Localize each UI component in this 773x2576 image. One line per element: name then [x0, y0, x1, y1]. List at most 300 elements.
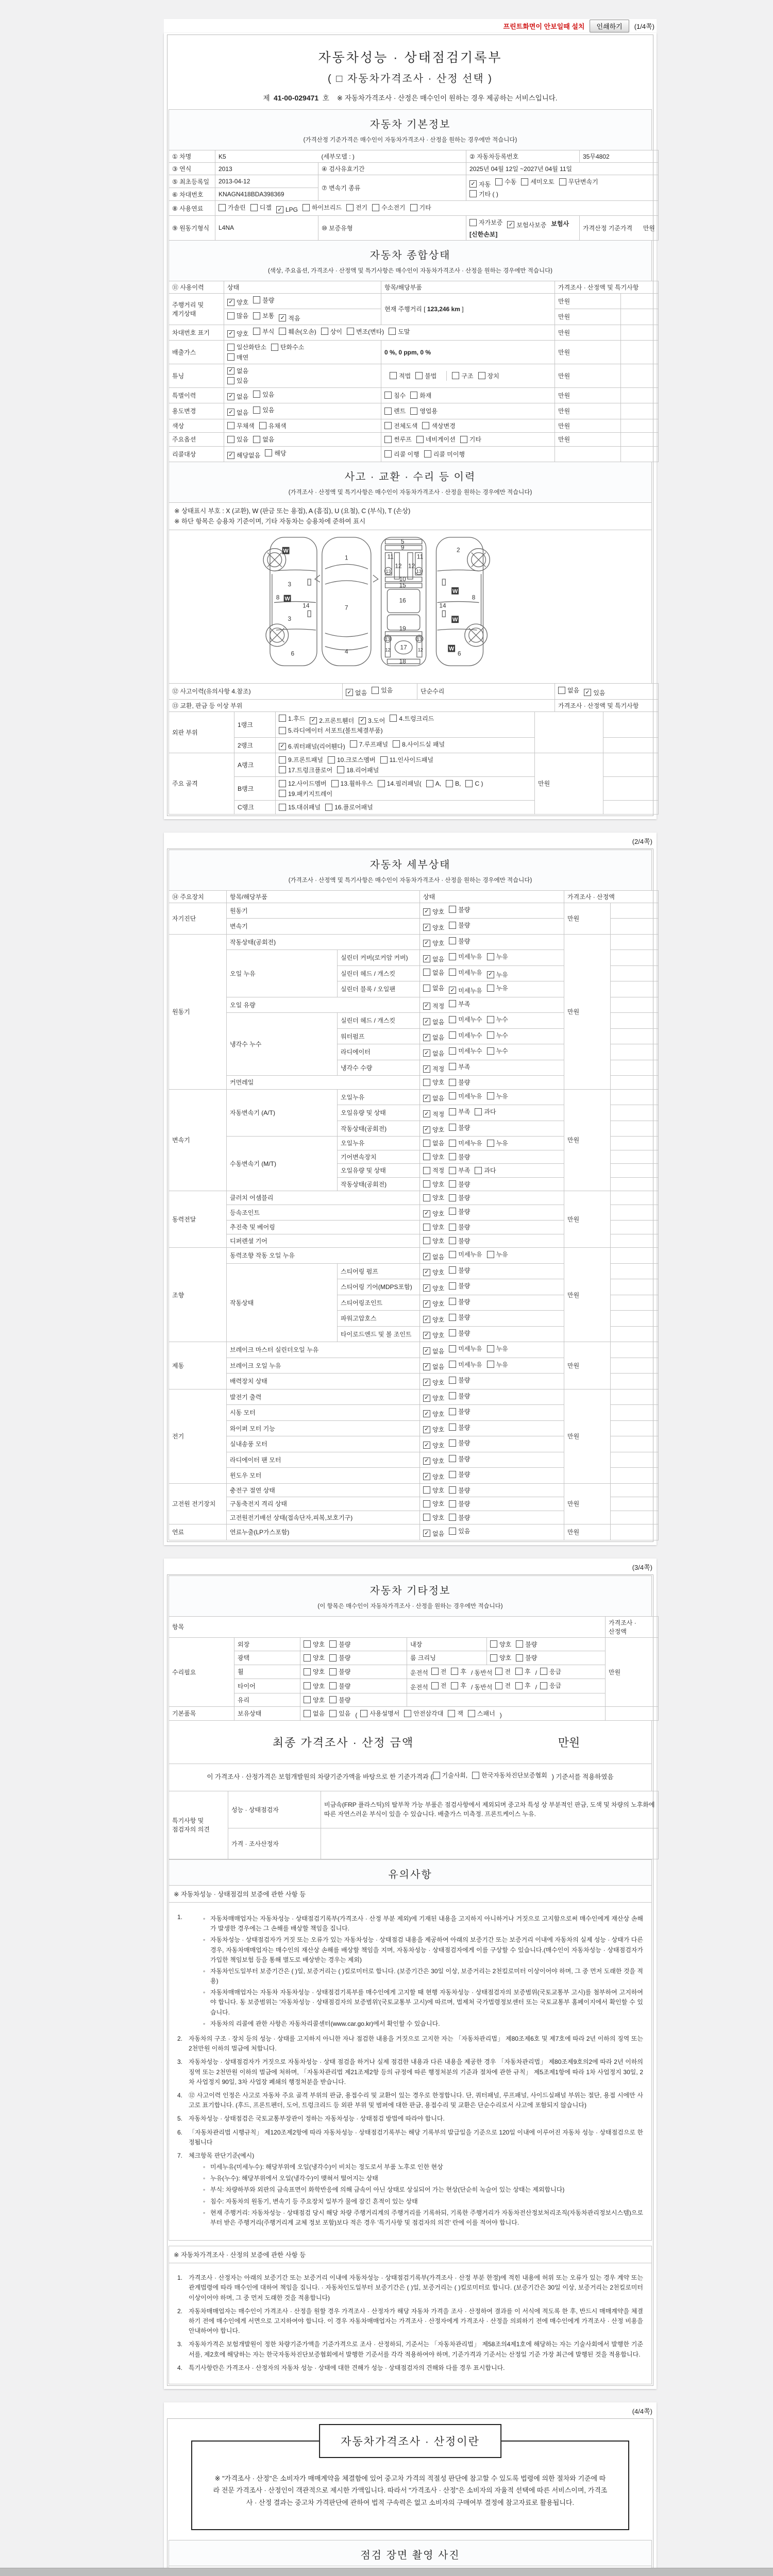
checkbox-option: 없음: [304, 1709, 325, 1718]
comprehensive-state-table: [169, 281, 659, 463]
checkbox-option: 기타: [410, 203, 431, 212]
table-row: 특기사항 및 점검자의 의견 성능 · 상태점검자 비금속(FRP 플라스틱)의 탈부착 가능 부품은 점검사항에서 제외되며 중고차 특성 상 부분적인 판금, 도색 및 차량의 노후화에 따른 자연스러운 부식이 있을 수 있습니다. 배출가스 미측정. 프론트케이스 누유.: [169, 1791, 659, 1828]
checkbox-option: 누수: [487, 1015, 508, 1024]
checkbox-option: ✓ 적음: [279, 314, 300, 323]
table-row: 휠 양호 불량 운전석 전 후 / 동반석 전 후 / 응급: [169, 1665, 659, 1679]
checkbox-option: ✓ 양호: [423, 1299, 444, 1308]
checkbox-option: ✓ 양호: [423, 1125, 444, 1134]
table-row: 오일유량 및 상태 ✓ 적정 부족 과다: [169, 1105, 659, 1121]
table-row: ⑧ 사용연료 가솔린 디젤 ✓ LPG 하이브리드 전기 수소전기 기타: [169, 201, 659, 216]
checkbox-option: 14.필러패널(: [378, 779, 422, 788]
checkbox-option: 일산화탄소: [227, 343, 266, 351]
checkbox-option: 미세누유: [449, 1344, 482, 1353]
checkbox-option: 기타 ( ): [469, 190, 498, 198]
table-row: 조향 동력조향 작동 오일 누유 ✓ 없음 미세누유 누유 만원: [169, 1248, 659, 1264]
inspection-period: 2025년 04월 12일 ~2027년 04월 11일: [466, 163, 659, 175]
model-year: 2013: [215, 163, 318, 175]
table-row: ⑬ 교환, 판금 등 이상 부위 가격조사 · 산정액 및 특기사항: [169, 699, 659, 711]
checkbox-option: 수동: [495, 177, 516, 186]
checkbox-option: 사용설명서: [360, 1709, 399, 1718]
checkbox-option: ✓ 없음: [423, 1094, 444, 1103]
table-row: 디퍼렌셜 기어 양호 불량: [169, 1234, 659, 1248]
checkbox-option: 양호: [304, 1653, 325, 1662]
report-page-3: [164, 1558, 657, 2389]
checkbox-option: 기술사회,: [433, 1770, 468, 1781]
table-header-row: ⑪ 사용이력 상태 항목/해당부품 가격조사 · 산정액 및 특기사항: [169, 281, 659, 293]
checkbox-option: 7.루프패널: [350, 740, 388, 749]
checkbox-option: 양호: [423, 1223, 444, 1231]
checkbox-option: 한국자동차진단보증협회: [472, 1770, 547, 1781]
final-price-note: 이 가격조사 · 산정가격은 보험개발원의 차량기준가액을 바탕으로 한 기준가격과 ( 기술사회, 한국자동차진단보증협회 ) 기준서를 적용하였음: [169, 1764, 652, 1791]
table-row: 스티어링 기어(MDPS포함) ✓ 양호 불량: [169, 1279, 659, 1295]
rank-table: [169, 711, 659, 815]
table-row: 오일 유량 ✓ 적정 부족: [169, 997, 659, 1013]
checkbox-option: 불량: [329, 1696, 350, 1704]
svg-text:12: 12: [395, 562, 402, 570]
checkbox-option: 불량: [449, 1266, 470, 1275]
svg-text:12: 12: [408, 562, 415, 570]
checkbox-option: ✓ 양호: [423, 1441, 444, 1450]
table-row: 타이로드엔드 및 볼 조인트 ✓ 양호 불량: [169, 1326, 659, 1342]
checkbox-option: 누유: [487, 1092, 508, 1100]
table-row: 주요 골격 A랭크 9.프론트패널 10.크로스멤버 11.인사이드패널 17.트렁크플로어 18.리어패널 만원: [169, 753, 659, 777]
checkbox-option: 양호: [423, 1236, 444, 1245]
checkbox-option: 적정: [423, 1166, 444, 1175]
remarks-table: [169, 1791, 659, 1859]
checkbox-option: 보통: [253, 311, 274, 320]
table-row: 실린더 블록 / 오일팬 없음 ✓ 미세누유 누유: [169, 981, 659, 997]
checkbox-option: 불량: [449, 1236, 470, 1245]
table-row: ⑤ 최초등록일 2013-04-12 ⑦ 변속기 종류 ✓ 자동 수동 세미오토 무단변속기 기타 ( ): [169, 175, 659, 188]
table-row: 구동축전지 격리 상태 양호 불량: [169, 1497, 659, 1511]
checkbox-option: 미세누유: [449, 968, 482, 977]
damage-marks: [282, 547, 459, 652]
table-row: 와이퍼 모터 기능 ✓ 양호 불량: [169, 1420, 659, 1436]
checkbox-option: ✓ 양호: [423, 1209, 444, 1218]
checkbox-option: 양호: [423, 1499, 444, 1508]
checkbox-option: ✓ 없음: [227, 366, 248, 375]
checkbox-option: 누유: [487, 984, 508, 992]
checkbox-option: ✓ 없음: [423, 1252, 444, 1261]
table-row: 색상 무채색 유채색 전체도색 색상변경 만원: [169, 419, 659, 433]
table-row: 고전원 전기장치 충전구 절연 상태 양호 불량 만원: [169, 1483, 659, 1497]
checkbox-option: 5.라디에이터 서포트(볼트체결부품): [279, 726, 383, 735]
checkbox-option: 적법: [390, 371, 411, 380]
svg-text:12: 12: [385, 647, 391, 653]
checkbox-option: 미세누유: [449, 952, 482, 961]
final-price-row: [169, 1720, 652, 1764]
table-row: 주행거리 및 계기상태 ✓ 양호 불량 현재 주행거리 [ 123,246 km ] 만원: [169, 293, 659, 309]
table-row: 연료 연료누출(LP가스포함) ✓ 없음 있음 만원: [169, 1524, 659, 1540]
svg-text:7: 7: [345, 604, 348, 612]
checkbox-option: 불량: [329, 1682, 350, 1690]
table-row: 배출가스 일산화탄소 탄화수소 매연 0 %, 0 ppm, 0 % 만원: [169, 341, 659, 364]
table-row: 커먼레일 양호 불량: [169, 1076, 659, 1090]
checkbox-option: 누수: [487, 1031, 508, 1040]
vin-number: KNAGN418BDA398369: [215, 188, 318, 201]
table-row: 윈도우 모터 ✓ 양호 불량: [169, 1468, 659, 1484]
checkbox-option: ✓ 양호: [423, 1410, 444, 1418]
checkbox-option: 미세누수: [449, 1046, 482, 1055]
checkbox-option: 미세누수: [449, 1031, 482, 1040]
document-title: 자동차성능 · 상태점검기록부: [318, 50, 502, 65]
document-title-block: [169, 36, 652, 110]
checkbox-option: 17.트렁크플로어: [279, 766, 332, 774]
checkbox-option: 있음: [227, 376, 248, 385]
checkbox-option: ✓ 적정: [423, 1064, 444, 1073]
checkbox-option: 후: [451, 1667, 466, 1676]
svg-text:13: 13: [385, 569, 391, 574]
table-row: B랭크 12.사이드멤버 13.휠하우스 14.필러패널( A, B, C ) 19.패키지트레이: [169, 777, 659, 801]
caution-section-body: 1. ◦ 자동차매매업자는 자동차성능 · 상태점검기록부(가격조사 · 산정 부분 제외)에 기재된 내용을 고지하지 아니하거나 거짓으로 고지함으로써 매수인에게 재산상 손해가 발생한 경우에는 그 손해를 배상할 책임을 집니다. ◦ 자동차성능 · 상태점검자가 거짓 또는 오류가 있는 자동차성능 · 상태점검 내용을 제공하여 아래의 보증기간 또는 보증거리 이내에 자동차의 실제 성능 · 상태가 다른 경우, 자동차매매업자는 매수인의 재산상 손해를 배상할 책임을 지며, 자동차성능 · 상태점검자에게 이를 구상할 수 있습니다.(매수인이 자동차성능 · 상태점검자가 가입한 책임보험 등을 통해 별도로 배상받는 경우는 제외) ◦ 자동차인도일부터 보증기간은 ( )일, 보증거리는 ( )킬로미터로 합니다. (보증기간은 30일 이상, 보증거리는 2천킬로미터 이상이어야 하며, 그 중 먼저 도래한 것을 적용) ◦ 자동차매매업자는 자동차 자동차성능 · 상태점검기록부를 매수인에게 고지할 때 현행 자동차성능 · 상태점검자의 보증범위(국토교통부 고시)를 첨부하여 고지하여야 합니다. 동 보증범위는 '자동차성능 · 상태점검자의 보증범위'(국토교통부 고시)에 따르며, 법제처 국가법령정보센터 또는 국토교통부 홈페이지에서 확인할 수 있습니다. ◦ 자동차의 리콜에 관한 사항은 자동차리콜센터(www.car.go.kr)에서 확인할 수 있습니다. 2. 자동차의 구조 · 장치 등의 성능 · 상태를 고지하지 아니한 자나 점검한 내용을 거짓으로 고지한 자는 「자동차관리법」 제80조제6호 및 제7호에 따라 2년 이하의 징역 또는 2천만원 이하의 벌금에 처합니다. 3. 자동차성능 · 상태점검자가 거짓으로 자동차성능 · 상태 점검을 하거나 실제 점검한 내용과 다른 내용을 제공한 경우 「자동차관리법」 제80조제9호의2에 따라 2년 이하의 징역 또는 2천만원 이하의 벌금에 처하며, 「자동차관리법 제21조제2항 등의 규정에 따른 행정처분의 기준과 절차에 관한 규칙」 제5조제1항에 따라 1차 사업정지 30일, 2차 사업정지 90일, 3차 사업장 폐쇄의 행정처분을 받습니다. 4. ⑫ 사고이력 인정은 사고로 자동차 주요 골격 부위의 판금, 용접수리 및 교환이 있는 경우로 한정합니다. 단, 쿼터패널, 루프패널, 사이드실패널 부위는 절단, 용접 시에만 사고로 표기합니다. (후드, 프론트펜더, 도어, 트렁크리드 등 외판 부위 및 범퍼에 대한 판금, 용접수리 및 교환은 단순수리로서 사고에 포함되지 않습니다) 5. 자동차성능 · 상태점검은 국토교통부장관이 정하는 자동차성능 · 상태점검 방법에 따라야 합니다. 6. 「자동차관리법 시행규칙」 제120조제2항에 따라 자동차성능 · 상태점검기록부는 해당 기록부의 발급일을 기준으로 120일 이내에 이루어진 자동차 성능 · 상태점검으로 한정됩니다 7. 체크항목 판단기준(예시) ◦ 미세누유(미세누수): 해당부위에 오일(냉각수)이 비치는 정도로서 부품 노후로 인한 현상 ◦ 누유(누수): 해당부위에서 오일(냉각수)이 맺혀서 떨어지는 상태 ◦ 부식: 차량하부와 외판의 금속표면이 화학반응에 의해 금속이 아닌 상태로 상실되어 가는 현상(단순히 녹슬어 있는 상태는 제외합니다) ◦ 침수: 자동차의 원동기, 변속기 등 주요장치 일부가 물에 잠긴 흔적이 있는 상태 ◦ 현재 주행거리: 자동차성능 · 상태점검 당시 해당 차량 주행거리계의 주행거리를 기록하되, 기록한 주행거리가 자동차전산정보처리조직(자동차관리정보시스템)으로부터 받은 주행거리(주행거리계 교체 정보 포함)보다 적은 경우 '특기사항 및 점검자의 의견' 란에 이를 적어야 합니다.: [169, 1902, 652, 2241]
checkbox-option: 불량: [449, 1193, 470, 1202]
checkbox-option: 있음: [329, 1709, 350, 1718]
svg-text:8: 8: [472, 594, 476, 601]
checkbox-option: 불량: [253, 296, 274, 304]
svg-text:W: W: [283, 548, 289, 554]
table-row: 가격 · 조사산정자: [169, 1828, 659, 1859]
checkbox-option: 전: [495, 1667, 511, 1676]
checkbox-option: 전체도색: [384, 421, 417, 430]
checkbox-option: 없음: [423, 1139, 444, 1147]
warranty-insurer: 보험사[신한손보]: [469, 220, 569, 238]
checkbox-option: 해당: [265, 449, 286, 457]
checkbox-option: 응급: [540, 1667, 561, 1676]
print-button[interactable]: 인쇄하기: [590, 20, 629, 32]
checkbox-option: 불량: [449, 1392, 470, 1400]
checkbox-option: 양호: [490, 1640, 511, 1649]
checkbox-option: 불량: [449, 1153, 470, 1161]
checkbox-option: 불량: [449, 921, 470, 929]
checkbox-option: ✓ 양호: [423, 1425, 444, 1434]
caution-section-heading: ※ 자동차가격조사 · 산정의 보증에 관한 사항 등: [169, 2246, 652, 2263]
svg-text:W: W: [452, 617, 458, 623]
svg-text:3: 3: [288, 615, 292, 623]
checkbox-option: 미세누유: [449, 1092, 482, 1100]
checkbox-option: 불량: [516, 1640, 537, 1649]
svg-text:10: 10: [399, 575, 406, 583]
price-definition-block: [169, 2420, 652, 2540]
table-row: 실내송풍 모터 ✓ 양호 불량: [169, 1436, 659, 1452]
checkbox-option: 매연: [227, 353, 248, 362]
checkbox-option: 누유: [487, 952, 508, 961]
table-row: 변속기 ✓ 양호 불량: [169, 919, 659, 935]
checkbox-option: ✓ 양호: [227, 329, 248, 338]
checkbox-option: 네비게이션: [416, 435, 456, 444]
checkbox-option: ✓ 미세누유: [449, 986, 482, 995]
section-basic-info-header: 자동차 기본정보 (가격산정 기준가격은 매수인이 자동차가격조사 · 산정을 원하는 경우에만 적습니다): [169, 109, 652, 150]
checkbox-option: ✓ 해당없음: [227, 451, 260, 460]
checkbox-option: ✓ 양호: [227, 298, 248, 307]
checkbox-option: ✓ 없음: [423, 1529, 444, 1538]
table-row: 타이어 양호 불량 운전석 전 후 / 동반석 전 후 / 응급: [169, 1679, 659, 1693]
svg-text:13: 13: [385, 636, 391, 642]
page-number-indicator: (4/4쪽): [167, 2404, 653, 2418]
car-name: K5: [215, 150, 318, 163]
checkbox-option: 불량: [516, 1653, 537, 1662]
checkbox-option: 16.플로어패널: [325, 803, 373, 811]
svg-text:14: 14: [439, 602, 446, 609]
checkbox-option: 세미오토: [521, 177, 554, 186]
svg-text:11: 11: [387, 553, 394, 561]
svg-text:W: W: [452, 588, 458, 595]
svg-text:4: 4: [345, 648, 348, 655]
checkbox-option: 불량: [449, 905, 470, 914]
table-row: ⑫ 사고이력(유의사항 4.참조) ✓ 없음 있음 단순수리 없음 ✓ 있음: [169, 684, 659, 700]
checkbox-option: 불량: [449, 1207, 470, 1216]
checkbox-option: 있음: [449, 1527, 470, 1535]
checkbox-option: 가솔린: [219, 203, 246, 212]
checkbox-option: 리콜 이행: [384, 450, 419, 459]
table-row: 기본품목 보유상태 없음 있음 ( 사용설명서 안전삼각대 잭 스패너 ): [169, 1707, 659, 1721]
table-row: 오일 누유 실린더 커버(로커암 커버) ✓ 없음 미세누유 누유: [169, 950, 659, 966]
svg-text:1: 1: [345, 554, 348, 562]
checkbox-option: 변조(변타): [347, 327, 384, 336]
checkbox-option: 양호: [304, 1667, 325, 1676]
accident-history-row: [169, 683, 659, 700]
checkbox-option: 불량: [329, 1640, 350, 1649]
section-misc-header: 자동차 기타정보 (이 항목은 매수인이 자동차가격조사 · 산정을 원하는 경우에만 적습니다): [169, 1575, 652, 1617]
registration-number: 35무4802: [580, 150, 659, 163]
checkbox-option: 부족: [449, 1166, 470, 1175]
checkbox-option: 많음: [227, 311, 248, 320]
checkbox-option: 안전삼각대: [404, 1709, 443, 1718]
section-photos-header: 점검 장면 촬영 사진: [169, 2540, 652, 2566]
page-number-indicator: (3/4쪽): [167, 1560, 653, 1574]
install-print-plugin-link[interactable]: 프린트화면이 안보일때 설치: [503, 23, 585, 30]
checkbox-option: 불량: [449, 1513, 470, 1522]
checkbox-option: 후: [451, 1681, 466, 1690]
table-row: 기어변속장치 양호 불량: [169, 1150, 659, 1164]
checkbox-option: B,: [446, 780, 461, 787]
checkbox-option: 있음: [227, 435, 248, 444]
svg-text:6: 6: [458, 650, 461, 657]
document-number: 41-00-029471: [274, 94, 319, 102]
checkbox-option: 불량: [329, 1667, 350, 1676]
checkbox-option: 8.사이드실 패널: [393, 740, 445, 749]
table-row: 변속기 자동변속기 (A/T) 오일누유 ✓ 없음 미세누유 누유 만원: [169, 1089, 659, 1105]
section-comprehensive-header: 자동차 종합상태 (색상, 주요옵션, 가격조사 · 산정액 및 특기사항은 매수인이 자동차가격조사 · 산정을 원하는 경우에만 적습니다): [169, 240, 652, 281]
checkbox-option: ✓ 양호: [423, 1472, 444, 1481]
checkbox-option: 13.휠하우스: [331, 779, 373, 788]
checkbox-option: 누수: [487, 1046, 508, 1055]
checkbox-option: 무단변속기: [559, 177, 598, 186]
checkbox-option: 탄화수소: [271, 343, 304, 351]
checkbox-option: 불량: [449, 1123, 470, 1132]
checkbox-option: 불량: [449, 937, 470, 945]
checkbox-option: ✓ 양호: [423, 907, 444, 916]
checkbox-option: 양호: [423, 1193, 444, 1202]
service-notice: ※ 자동차가격조사 · 산정은 매수인이 원하는 경우 제공하는 서비스입니다.: [337, 94, 558, 102]
table-row: 수리필요 외장 양호 불량 내장 양호 불량 만원: [169, 1637, 659, 1651]
checkbox-option: 불량: [449, 1180, 470, 1189]
checkbox-option: 영업용: [410, 406, 438, 415]
checkbox-option: 도말: [389, 327, 410, 336]
checkbox-option: 1.후드: [279, 714, 305, 723]
checkbox-option: 유채색: [259, 421, 287, 430]
svg-text:19: 19: [399, 624, 406, 632]
checkbox-option: 썬루프: [384, 435, 412, 444]
checkbox-option: 양호: [490, 1653, 511, 1662]
car-damage-diagram: [169, 530, 652, 684]
svg-text:5: 5: [400, 537, 405, 545]
table-row: 고전원전기배선 상태(접속단자,피복,보호기구) 양호 불량: [169, 1511, 659, 1524]
section-cautions-header: 유의사항: [169, 1859, 652, 1886]
final-price-label: 최종 가격조사 · 산정 금액: [272, 1736, 414, 1749]
checkbox-option: 불량: [449, 1297, 470, 1306]
checkbox-option: 불량: [449, 1470, 470, 1479]
checkbox-option: ✓ 적정: [423, 1110, 444, 1118]
table-row: 브레이크 오일 누유 ✓ 없음 미세누유 누유: [169, 1358, 659, 1374]
checkbox-option: ✓ 없음: [423, 1347, 444, 1355]
table-row: ③ 연식 2013 ④ 검사유효기간 2025년 04월 12일 ~2027년 04월 11일: [169, 163, 659, 175]
checkbox-option: 침수: [384, 391, 406, 400]
checkbox-option: 부족: [449, 1107, 470, 1116]
price-definition-title: 자동차가격조사 · 산정이란: [319, 2424, 501, 2458]
checkbox-option: 11.인사이드패널: [380, 755, 433, 764]
table-row: 시동 모터 ✓ 양호 불량: [169, 1405, 659, 1421]
checkbox-option: 15.대쉬패널: [279, 803, 321, 811]
checkbox-option: ✓ 없음: [227, 408, 248, 417]
checkbox-option: 전: [495, 1681, 511, 1690]
table-row: 주요옵션 있음 없음 썬루프 네비게이션 기타 만원: [169, 433, 659, 447]
checkbox-option: ✓ 양호: [423, 1456, 444, 1465]
checkbox-option: 후: [515, 1667, 531, 1676]
checkbox-option: 양호: [304, 1696, 325, 1704]
checkbox-option: 부족: [449, 999, 470, 1008]
checkbox-option: 19.패키지트레이: [279, 789, 332, 798]
checkbox-option: 양호: [423, 1513, 444, 1522]
checkbox-option: ✓ LPG: [276, 206, 298, 213]
checkbox-option: 스패너: [468, 1709, 495, 1718]
caution-section-body: 1. 가격조사 · 산정자는 아래의 보증기간 또는 보증거리 이내에 자동차성능 · 상태점검기록부(가격조사 · 산정 부분 한정)에 적힌 내용에 허위 또는 오류가 있는 경우 계약 또는 관계법령에 따라 매수인에 대하여 책임을 집니다. · 자동차인도일부터 보증기간은 ( )일, 보증거리는 ( )킬로미터로 합니다. (보증기간은 30일 이상, 보증거리는 2천킬로미터 이상이어야 하며, 그 중 먼저 도래한 것을 적용합니다) 2. 자동차매매업자는 매수인이 가격조사 · 산정을 원할 경우 가격조사 · 산정자가 해당 자동차 가격을 조사 · 산정하여 결과를 이 서식에 적도록 한 후, 반드시 매매계약을 체결하기 전에 매수인에게 서면으로 고지하여야 합니다. 이 경우 자동차매매업자는 가격조사 · 산정자에게 가격조사 · 산정을 의뢰하기 전에 매수인에게 가격조사 · 산정 비용을 안내하여야 합니다. 3. 자동차가격은 보험개발원이 정한 차량기준가액을 기준가격으로 조사 · 산정하되, 기준서는 「자동차관리법」 제58조의4제1호에 해당하는 자는 기술사회에서 발행한 기준서를, 제2호에 해당하는 자는 한국자동차진단보증협회에서 발행한 기준서를 각각 적용하여야 하며, 기준가격과 기준서는 산정일 기준 가장 최근에 발행된 것을 적용합니다. 4. 특기사항란은 가격조사 · 산정자의 자동차 성능 · 상태에 대한 견해가 성능 · 상태점검자의 견해와 다를 경우 표시합니다.: [169, 2263, 652, 2384]
checkbox-option: ✓ 적정: [423, 1002, 444, 1010]
table-row: 등속조인트 ✓ 양호 불량: [169, 1205, 659, 1221]
checkbox-option: ✓ 양호: [423, 923, 444, 932]
checkbox-option: ✓ 없음: [423, 1049, 444, 1058]
table-row: 리콜대상 ✓ 해당없음 해당 리콜 이행 리콜 미이행: [169, 446, 659, 462]
checkbox-option: 불량: [449, 1329, 470, 1337]
checkbox-option: ✓ 보험사보증: [507, 221, 546, 229]
checkbox-option: 부족: [449, 1062, 470, 1071]
page-number-indicator: (1/4쪽): [634, 23, 654, 30]
basic-info-table: [169, 150, 659, 241]
checkbox-option: 화재: [410, 391, 431, 400]
table-header-row: ⑭ 주요장치 항목/해당부품 상태 가격조사 · 산정액: [169, 890, 659, 903]
report-page-4: [164, 2402, 657, 2576]
table-row: 많음 보통 ✓ 적음 만원: [169, 309, 659, 325]
table-row: 냉각수 누수 실린더 헤드 / 개스킷 ✓ 없음 미세누수 누수: [169, 1013, 659, 1029]
window-bottom-edge: [0, 2568, 773, 2576]
checkbox-option: 과다: [475, 1166, 496, 1175]
table-row: 작동상태 스티어링 펌프 ✓ 양호 불량: [169, 1263, 659, 1279]
checkbox-option: 미세누유: [449, 1250, 482, 1259]
checkbox-option: 불량: [449, 1438, 470, 1447]
section-accident-header: 사고 · 교환 · 수리 등 이력 (가격조사 · 산정액 및 특기사항은 매수인이 자동차가격조사 · 산정을 원하는 경우에만 적습니다): [169, 462, 652, 503]
checkbox-option: C ): [465, 780, 483, 787]
checkbox-option: 응급: [540, 1681, 561, 1690]
checkbox-option: ✓ 양호: [423, 1315, 444, 1324]
checkbox-option: 있음: [253, 405, 274, 414]
detail-state-table: [169, 890, 659, 1540]
table-row: 동력전달 클러치 어셈블리 양호 불량 만원: [169, 1191, 659, 1205]
checkbox-option: 미세누수: [449, 1015, 482, 1024]
checkbox-option: ✓ 없음: [423, 1018, 444, 1026]
table-row: 라디에이터 팬 모터 ✓ 양호 불량: [169, 1452, 659, 1468]
document-number-line: 제 41-00-029471 호 ※ 자동차가격조사 · 산정은 매수인이 원하는 경우 제공하는 서비스입니다.: [263, 94, 558, 102]
report-page-1: [164, 33, 657, 819]
checkbox-option: 수소전기: [372, 203, 405, 212]
checkbox-option: 18.리어패널: [337, 766, 379, 774]
checkbox-option: 자가보증: [469, 218, 502, 227]
checkbox-option: 무채색: [227, 421, 255, 430]
checkbox-option: 누유: [487, 1250, 508, 1259]
table-row: 오일유량 및 상태 적정 부족 과다: [169, 1164, 659, 1178]
checkbox-option: 훼손(오손): [279, 327, 316, 336]
section-detail-header: 자동차 세부상태 (가격조사 · 산정액 및 특기사항은 매수인이 자동차가격조사 · 산정을 원하는 경우에만 적습니다): [169, 850, 652, 891]
table-row: 추진축 및 베어링 양호 불량: [169, 1221, 659, 1234]
svg-text:W: W: [449, 646, 455, 652]
checkbox-option: 미세누유: [449, 1139, 482, 1147]
checkbox-option: 색상변경: [422, 421, 455, 430]
checkbox-option: 없음: [423, 984, 444, 992]
checkbox-option: 양호: [304, 1682, 325, 1690]
caution-section-heading: ※ 자동차성능 · 상태점검의 보증에 관한 사항 등: [169, 1885, 652, 1903]
checkbox-option: 9.프론트패널: [279, 755, 323, 764]
table-row: 유리 양호 불량: [169, 1693, 659, 1707]
checkbox-option: ✓ 양호: [423, 1378, 444, 1387]
svg-text:18: 18: [399, 657, 406, 665]
table-row: 전기 발전기 출력 ✓ 양호 불량 만원: [169, 1389, 659, 1405]
svg-text:16: 16: [399, 597, 406, 604]
checkbox-option: 있음: [372, 686, 393, 694]
table-header-row: 항목 가격조사 · 산정액: [169, 1616, 659, 1637]
checkbox-option: A,: [426, 780, 441, 787]
checkbox-option: 불량: [449, 1376, 470, 1384]
cautions-body: [169, 1885, 652, 2384]
checkbox-option: 불법: [415, 371, 436, 380]
checkbox-option: 불량: [449, 1407, 470, 1416]
checkbox-option: 기타: [460, 435, 481, 444]
svg-text:13: 13: [416, 636, 422, 642]
checkbox-option: 렌트: [384, 406, 406, 415]
checkbox-option: 양호: [423, 1078, 444, 1087]
checkbox-option: 후: [515, 1681, 531, 1690]
checkbox-option: ✓ 양호: [423, 1331, 444, 1340]
table-row: ① 차명 K5 (세부모델 : ) ② 자동차등록번호 35무4802: [169, 150, 659, 163]
table-row: 광택 양호 불량 룸 크리닝 양호 불량: [169, 1651, 659, 1665]
checkbox-option: 불량: [449, 1454, 470, 1463]
checkbox-option: ✓ 없음: [423, 1362, 444, 1371]
checkbox-option: 10.크로스멤버: [328, 755, 376, 764]
checkbox-option: ✓ 없음: [346, 688, 367, 697]
final-price-unit: 만원: [558, 1736, 580, 1749]
checkbox-option: 장치: [478, 371, 499, 380]
checkbox-option: ✓ 없음: [423, 1033, 444, 1042]
page-number-indicator: (2/4쪽): [167, 834, 653, 849]
table-row: 작동상태(공회전) 양호 불량: [169, 1177, 659, 1191]
svg-text:W: W: [284, 596, 290, 602]
checkbox-option: ✓ 3.도어: [359, 716, 385, 725]
document-subtitle: ( □ 자동차가격조사 · 산정 선택 ): [328, 73, 493, 84]
report-page-2: [164, 833, 657, 1545]
table-row: 원동기 작동상태(공회전) ✓ 양호 불량 만원: [169, 934, 659, 950]
checkbox-option: 전: [431, 1667, 447, 1676]
table-row: 스티어링조인트 ✓ 양호 불량: [169, 1295, 659, 1311]
checkbox-option: 12.사이드멤버: [279, 779, 327, 788]
table-row: 수동변속기 (M/T) 오일누유 없음 미세누유 누유: [169, 1137, 659, 1150]
checkbox-option: 디젤: [250, 203, 272, 212]
